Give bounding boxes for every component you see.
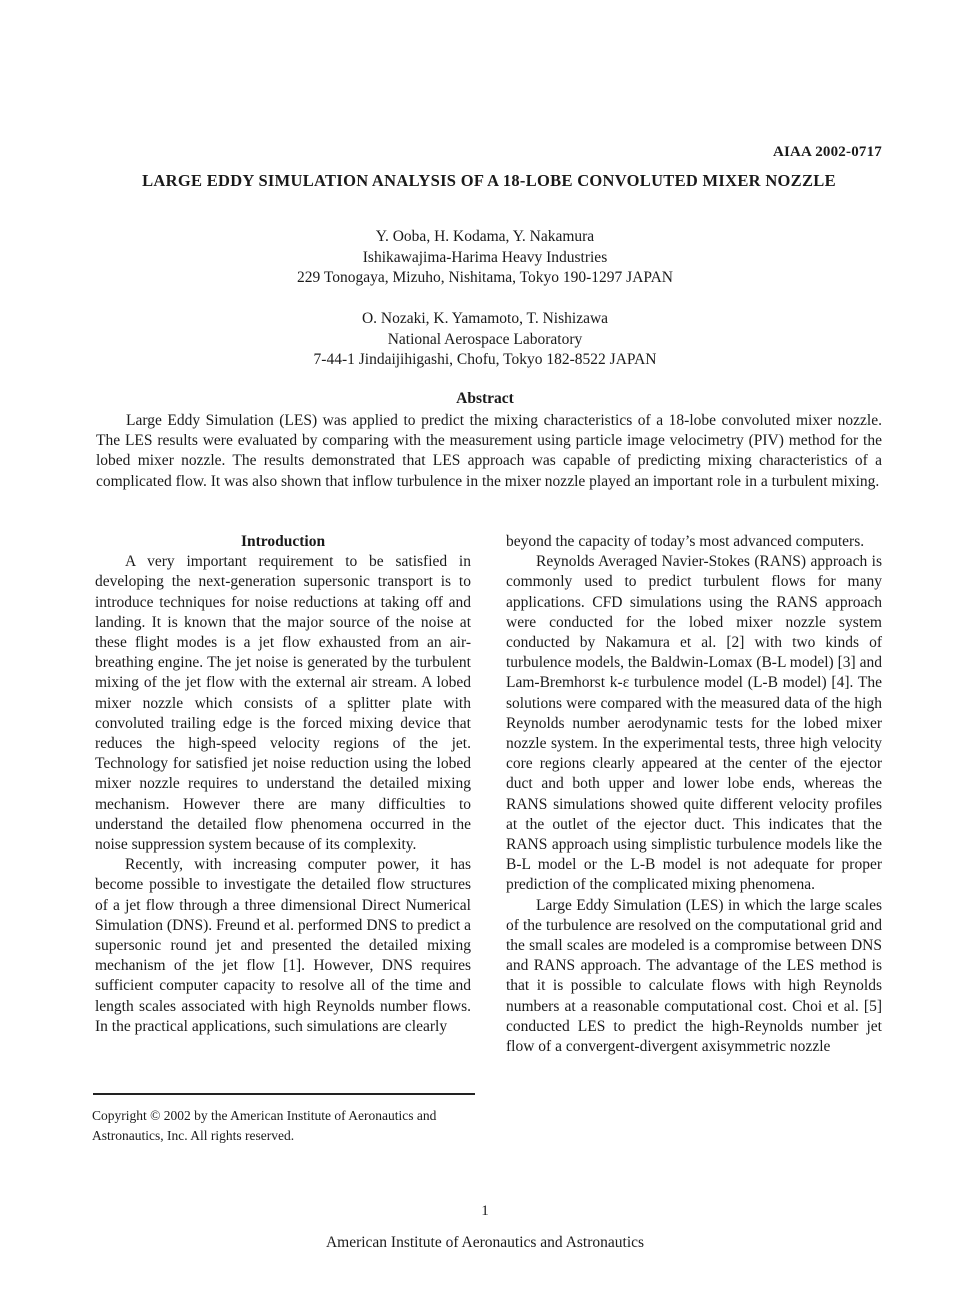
left-column	[95, 532, 471, 1037]
paragraph: Reynolds Averaged Navier-Stokes (RANS) approach is commonly used to predict turbulent flows for many applications. CFD simulations using the RANS approach were conducted for the lobed mixer nozzle system conducted by Nakamura et al. [2] with two kinds of turbulence models, the Baldwin-Lomax (B-L model) [3] and Lam-Bremhorst k-ε turbulence model (L-B model) [4]. The solutions were compared with the measured data of the high Reynolds number aerodynamic tests for the lobed mixer nozzle system. In the experimental tests, three high velocity core regions clearly appeared at the center of the ejector duct and both upper and lower lobe ends, whereas the RANS simulations showed quite different velocity profiles at the outlet of the ejector duct. This indicates that the RANS approach using simplistic turbulence models like the B-L model or the L-B model is not adequate for proper prediction of the complicated mixing phenomena.	[506, 553, 882, 894]
copyright-footnote: Copyright © 2002 by the American Institute of Aeronautics and Astronautics, Inc. All rights reserved.	[92, 1108, 437, 1143]
affiliation-block-2	[0, 309, 970, 371]
affiliation-block-1	[0, 227, 970, 289]
paragraph: Large Eddy Simulation (LES) in which the large scales of the turbulence are resolved on the computational grid and the small scales are modeled is a compromise between DNS and RANS approach. The advantage of the LES method is that it is possible to calculate flows with high Reynolds numbers at a reasonable computational cost. Choi et al. [5] conducted LES to predict the high-Reynolds number jet flow of a convergent-divergent axisymmetric nozzle	[506, 896, 882, 1056]
paper-id: AIAA 2002-0717	[772, 144, 882, 160]
footnote-divider	[93, 1093, 475, 1095]
abstract-heading: Abstract	[456, 390, 514, 407]
right-column	[506, 532, 882, 1057]
paragraph: beyond the capacity of today’s most advanced computers.	[506, 533, 865, 550]
page-number: 1	[481, 1203, 489, 1219]
page-footer: American Institute of Aeronautics and Astronautics	[325, 1234, 645, 1251]
paper-title: LARGE EDDY SIMULATION ANALYSIS OF A 18-LOBE CONVOLUTED MIXER NOZZLE	[142, 171, 836, 190]
institution: Ishikawajima-Harima Heavy Industries	[362, 248, 608, 266]
institution: National Aerospace Laboratory	[387, 330, 583, 348]
author-list: O. Nozaki, K. Yamamoto, T. Nishizawa	[361, 310, 609, 327]
address: 7-44-1 Jindaijihigashi, Chofu, Tokyo 182-8522 JAPAN	[313, 351, 657, 368]
abstract-text: Large Eddy Simulation (LES) was applied to predict the mixing characteristics of a 18-lobe convoluted mixer nozzle. The LES results were evaluated by comparing with the measurement using particle image velocimetry (PIV) method for the lobed mixer nozzle. The results demonstrated that LES approach was capable of predicting mixing characteristics of a complicated flow. It was also shown that inflow turbulence in the mixer nozzle played an important role in a turbulent mixing.	[96, 412, 882, 490]
author-list: Y. Ooba, H. Kodama, Y. Nakamura	[375, 228, 595, 245]
address: 229 Tonogaya, Mizuho, Nishitama, Tokyo 190-1297 JAPAN	[297, 269, 673, 286]
section-heading-introduction: Introduction	[240, 533, 326, 550]
paragraph: Recently, with increasing computer power, it has become possible to investigate the detailed flow structures of a jet flow through a three dimensional Direct Numerical Simulation (DNS). Freund et al. performed DNS to predict a supersonic round jet and presented the detailed mixing mechanism of the jet flow [1]. However, DNS requires sufficient computer capacity to resolve all of the time and length scales associated with high Reynolds number flows. In the practical applications, such simulations are clearly	[95, 856, 471, 1035]
paragraph: A very important requirement to be satisfied in developing the next-generation supersonic transport is to introduce techniques for noise reductions at taking off and landing. It is known that the major source of the noise at these flight modes is a jet flow exhausted from an air-breathing engine. The jet noise is generated by the turbulent mixing of the jet flow with the external air stream. A lobed mixer nozzle which consists of a splitter plate with convoluted trailing edge is the forced mixing device that reduces the high-speed velocity regions of the jet. Technology for satisfied jet noise reduction using the lobed mixer nozzle requires to understand the detailed mixing mechanism. However there are many difficulties to understand the detailed flow phenomena occurred in the noise suppression system because of its complexity.	[95, 553, 471, 854]
